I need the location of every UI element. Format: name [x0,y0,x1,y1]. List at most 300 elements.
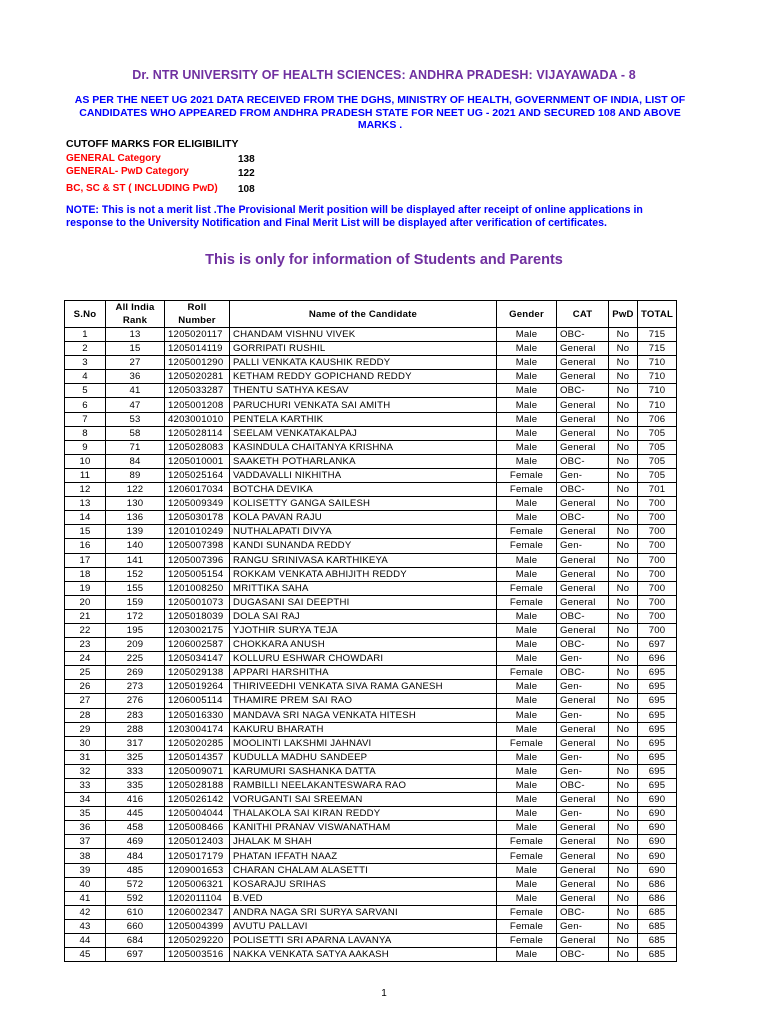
cell-cat: General [557,722,609,736]
cell-roll: 1205014357 [165,750,230,764]
cell-name: RANGU SRINIVASA KARTHIKEYA [230,553,497,567]
cell-pwd: No [609,934,638,948]
table-row [65,440,677,454]
cell-rank: 47 [106,398,165,412]
cell-name: APPARI HARSHITHA [230,666,497,680]
cell-gender: Male [497,553,557,567]
cell-pwd: No [609,807,638,821]
cell-pwd: No [609,525,638,539]
cell-name: THENTU SATHYA KESAV [230,384,497,398]
cell-cat: General [557,356,609,370]
cell-pwd: No [609,595,638,609]
university-title: Dr. NTR UNIVERSITY OF HEALTH SCIENCES: ANDHRA PRADESH: VIJAYAWADA - 8 [132,68,636,82]
cutoff-label-general: GENERAL Category [66,153,161,164]
header-pwd: PwD [609,301,638,328]
cell-cat: Gen- [557,652,609,666]
cell-name: KANDI SUNANDA REDDY [230,539,497,553]
cell-gender: Female [497,736,557,750]
table-row [65,750,677,764]
cell-cat: General [557,863,609,877]
cell-sno: 18 [65,567,106,581]
cell-name: SAAKETH POTHARLANKA [230,454,497,468]
table-row [65,736,677,750]
cell-total: 685 [638,934,677,948]
cell-gender: Male [497,793,557,807]
cell-gender: Male [497,680,557,694]
cell-total: 686 [638,891,677,905]
cell-gender: Male [497,342,557,356]
note-text: NOTE: This is not a merit list .The Provisional Merit position will be displayed after receipt of online applications in response to the University Notification and Final Merit List will be displayed after verification of certificates. [66,204,643,229]
table-row [65,356,677,370]
cell-pwd: No [609,919,638,933]
cell-cat: Gen- [557,680,609,694]
cell-rank: 416 [106,793,165,807]
cell-name: KASINDULA CHAITANYA KRISHNA [230,440,497,454]
cell-rank: 458 [106,821,165,835]
cell-rank: 484 [106,849,165,863]
cell-gender: Male [497,722,557,736]
table-row [65,497,677,511]
cell-sno: 45 [65,948,106,962]
cell-sno: 28 [65,708,106,722]
cell-cat: General [557,398,609,412]
cell-total: 710 [638,370,677,384]
cell-gender: Male [497,454,557,468]
cell-rank: 225 [106,652,165,666]
table-row [65,849,677,863]
cell-roll: 1205028188 [165,779,230,793]
cell-gender: Male [497,440,557,454]
cell-gender: Female [497,581,557,595]
cell-cat: Gen- [557,708,609,722]
cell-rank: 273 [106,680,165,694]
cell-total: 690 [638,863,677,877]
cell-total: 705 [638,426,677,440]
table-row [65,567,677,581]
cell-roll: 1205018039 [165,609,230,623]
cell-gender: Female [497,934,557,948]
cell-total: 685 [638,948,677,962]
cell-sno: 44 [65,934,106,948]
cell-rank: 283 [106,708,165,722]
cell-roll: 1205007398 [165,539,230,553]
cell-sno: 26 [65,680,106,694]
cell-total: 695 [638,680,677,694]
cell-name: THAMIRE PREM SAI RAO [230,694,497,708]
intro-text: AS PER THE NEET UG 2021 DATA RECEIVED FROM THE DGHS, MINISTRY OF HEALTH, GOVERNMENT OF INDIA, LIST OF CANDIDATES WHO APPEARED FROM ANDHRA PRADESH STATE FOR NEET UG - 2021 AND SECURED 108 AND ABOVE MARKS . [74,94,686,131]
cell-gender: Male [497,948,557,962]
table-row [65,553,677,567]
cell-rank: 27 [106,356,165,370]
cell-sno: 22 [65,623,106,637]
table-row [65,328,677,342]
table-row [65,384,677,398]
cell-gender: Male [497,567,557,581]
cell-rank: 159 [106,595,165,609]
info-heading: This is only for information of Students and Parents [205,252,563,268]
cell-sno: 11 [65,468,106,482]
cell-name: POLISETTI SRI APARNA LAVANYA [230,934,497,948]
cell-gender: Male [497,356,557,370]
cell-rank: 36 [106,370,165,384]
cell-roll: 1205020117 [165,328,230,342]
cell-cat: OBC- [557,328,609,342]
cell-name: PARUCHURI VENKATA SAI AMITH [230,398,497,412]
table-row [65,891,677,905]
cell-rank: 84 [106,454,165,468]
table-row [65,652,677,666]
cell-cat: Gen- [557,539,609,553]
cell-rank: 325 [106,750,165,764]
cell-pwd: No [609,342,638,356]
cell-gender: Male [497,398,557,412]
cell-roll: 1205005154 [165,567,230,581]
cell-sno: 19 [65,581,106,595]
cell-roll: 1201010249 [165,525,230,539]
cell-roll: 1205004044 [165,807,230,821]
table-header-row [65,301,677,328]
cell-cat: OBC- [557,511,609,525]
cell-roll: 1205004399 [165,919,230,933]
header-total: TOTAL [638,301,677,328]
cell-total: 696 [638,652,677,666]
cell-pwd: No [609,948,638,962]
cell-sno: 8 [65,426,106,440]
cell-cat: General [557,440,609,454]
cell-pwd: No [609,694,638,708]
cell-cat: General [557,525,609,539]
merit-table [64,300,677,962]
cell-gender: Female [497,539,557,553]
cell-pwd: No [609,356,638,370]
cell-total: 690 [638,821,677,835]
cell-pwd: No [609,511,638,525]
cell-name: DUGASANI SAI DEEPTHI [230,595,497,609]
cell-gender: Female [497,666,557,680]
cell-pwd: No [609,581,638,595]
cell-rank: 71 [106,440,165,454]
table-row [65,807,677,821]
cell-gender: Male [497,807,557,821]
cell-total: 700 [638,581,677,595]
table-row [65,539,677,553]
cell-sno: 25 [65,666,106,680]
cell-gender: Male [497,877,557,891]
cell-cat: General [557,821,609,835]
cell-sno: 24 [65,652,106,666]
cell-rank: 130 [106,497,165,511]
cell-total: 697 [638,638,677,652]
cell-total: 700 [638,497,677,511]
cutoff-heading: CUTOFF MARKS FOR ELIGIBILITY [66,138,239,150]
table-row [65,525,677,539]
cell-name: BOTCHA DEVIKA [230,483,497,497]
cell-name: CHANDAM VISHNU VIVEK [230,328,497,342]
cell-gender: Male [497,623,557,637]
cell-sno: 15 [65,525,106,539]
cutoff-value-general: 138 [238,154,255,165]
cell-rank: 58 [106,426,165,440]
cell-cat: General [557,497,609,511]
cell-pwd: No [609,412,638,426]
cell-total: 715 [638,342,677,356]
cell-gender: Female [497,525,557,539]
cell-roll: 1205029138 [165,666,230,680]
cell-gender: Male [497,764,557,778]
cell-cat: OBC- [557,666,609,680]
cell-pwd: No [609,750,638,764]
cell-pwd: No [609,370,638,384]
cell-gender: Female [497,595,557,609]
cell-roll: 1205028083 [165,440,230,454]
cell-rank: 592 [106,891,165,905]
cutoff-label-general-pwd: GENERAL- PwD Category [66,166,189,177]
cell-sno: 10 [65,454,106,468]
cell-rank: 269 [106,666,165,680]
cell-total: 700 [638,595,677,609]
cell-pwd: No [609,764,638,778]
cell-cat: General [557,412,609,426]
table-row [65,609,677,623]
cell-sno: 41 [65,891,106,905]
cell-cat: OBC- [557,948,609,962]
cell-rank: 172 [106,609,165,623]
cell-pwd: No [609,426,638,440]
cell-cat: General [557,426,609,440]
cell-name: YJOTHIR SURYA TEJA [230,623,497,637]
cell-cat: Gen- [557,764,609,778]
cell-total: 685 [638,919,677,933]
table-row [65,468,677,482]
cell-cat: General [557,370,609,384]
cell-name: VORUGANTI SAI SREEMAN [230,793,497,807]
cell-cat: General [557,623,609,637]
cell-sno: 27 [65,694,106,708]
table-row [65,877,677,891]
cell-rank: 276 [106,694,165,708]
cell-name: MOOLINTI LAKSHMI JAHNAVI [230,736,497,750]
cell-rank: 333 [106,764,165,778]
cell-name: KOSARAJU SRIHAS [230,877,497,891]
cell-pwd: No [609,821,638,835]
cell-roll: 1205007396 [165,553,230,567]
cell-gender: Male [497,863,557,877]
cell-total: 705 [638,454,677,468]
cell-sno: 6 [65,398,106,412]
cell-gender: Male [497,708,557,722]
cell-name: DOLA SAI RAJ [230,609,497,623]
cell-total: 700 [638,567,677,581]
header-name: Name of the Candidate [230,301,497,328]
cell-name: KUDULLA MADHU SANDEEP [230,750,497,764]
cell-pwd: No [609,468,638,482]
cell-gender: Male [497,750,557,764]
cell-total: 695 [638,736,677,750]
cell-total: 700 [638,609,677,623]
cell-sno: 39 [65,863,106,877]
cell-roll: 1205014119 [165,342,230,356]
cell-name: CHOKKARA ANUSH [230,638,497,652]
cell-gender: Male [497,891,557,905]
cell-total: 710 [638,356,677,370]
cell-pwd: No [609,793,638,807]
cell-pwd: No [609,398,638,412]
cell-roll: 4203001010 [165,412,230,426]
cell-roll: 1205001073 [165,595,230,609]
cell-gender: Male [497,609,557,623]
cell-roll: 1209001653 [165,863,230,877]
cell-sno: 5 [65,384,106,398]
cell-rank: 155 [106,581,165,595]
table-row [65,623,677,637]
cell-sno: 34 [65,793,106,807]
cell-sno: 13 [65,497,106,511]
cell-pwd: No [609,708,638,722]
cell-gender: Male [497,511,557,525]
cell-roll: 1205010001 [165,454,230,468]
cell-pwd: No [609,384,638,398]
cell-gender: Female [497,849,557,863]
cell-rank: 13 [106,328,165,342]
cell-sno: 37 [65,835,106,849]
table-row [65,821,677,835]
cell-pwd: No [609,553,638,567]
cell-total: 695 [638,694,677,708]
cell-name: PHATAN IFFATH NAAZ [230,849,497,863]
cell-pwd: No [609,722,638,736]
cell-total: 705 [638,468,677,482]
cell-pwd: No [609,623,638,637]
cell-cat: OBC- [557,779,609,793]
cell-rank: 209 [106,638,165,652]
cell-pwd: No [609,849,638,863]
cell-roll: 1205029220 [165,934,230,948]
cell-sno: 2 [65,342,106,356]
table-row [65,779,677,793]
cell-name: NAKKA VENKATA SATYA AAKASH [230,948,497,962]
cell-sno: 20 [65,595,106,609]
cell-rank: 41 [106,384,165,398]
cell-roll: 1203004174 [165,722,230,736]
cell-total: 700 [638,511,677,525]
header-roll-line1: Roll [187,302,207,313]
cell-roll: 1206002587 [165,638,230,652]
cell-rank: 140 [106,539,165,553]
cell-sno: 9 [65,440,106,454]
table-row [65,919,677,933]
cell-total: 690 [638,793,677,807]
cell-total: 695 [638,722,677,736]
cell-pwd: No [609,779,638,793]
table-row [65,863,677,877]
cell-roll: 1205016330 [165,708,230,722]
cell-name: VADDAVALLI NIKHITHA [230,468,497,482]
cell-roll: 1205001208 [165,398,230,412]
cell-total: 710 [638,384,677,398]
cell-rank: 288 [106,722,165,736]
cell-sno: 3 [65,356,106,370]
cell-rank: 152 [106,567,165,581]
cell-total: 700 [638,539,677,553]
cell-cat: Gen- [557,807,609,821]
table-row [65,694,677,708]
cell-roll: 1202011104 [165,891,230,905]
cell-sno: 38 [65,849,106,863]
table-row [65,398,677,412]
cell-cat: OBC- [557,609,609,623]
cell-name: KOLISETTY GANGA SAILESH [230,497,497,511]
cell-name: THIRIVEEDHI VENKATA SIVA RAMA GANESH [230,680,497,694]
cutoff-value-general-pwd: 122 [238,168,255,179]
cell-pwd: No [609,483,638,497]
cell-total: 710 [638,398,677,412]
cell-sno: 12 [65,483,106,497]
cell-cat: OBC- [557,638,609,652]
cell-name: PALLI VENKATA KAUSHIK REDDY [230,356,497,370]
cell-rank: 445 [106,807,165,821]
cell-cat: General [557,581,609,595]
header-sno: S.No [65,301,106,328]
cell-cat: OBC- [557,454,609,468]
cell-cat: General [557,342,609,356]
header-rank-line2: Rank [122,315,148,326]
cell-cat: General [557,567,609,581]
cell-gender: Male [497,652,557,666]
cell-total: 705 [638,440,677,454]
cell-pwd: No [609,609,638,623]
cell-roll: 1205017179 [165,849,230,863]
cell-gender: Female [497,468,557,482]
cell-cat: OBC- [557,384,609,398]
cell-name: JHALAK M SHAH [230,835,497,849]
cell-name: KANITHI PRANAV VISWANATHAM [230,821,497,835]
cell-total: 701 [638,483,677,497]
cell-cat: General [557,934,609,948]
cell-cat: Gen- [557,468,609,482]
table-body [65,328,677,962]
cell-cat: General [557,736,609,750]
cell-cat: General [557,553,609,567]
cell-rank: 610 [106,905,165,919]
cell-total: 695 [638,750,677,764]
cell-cat: Gen- [557,919,609,933]
table-row [65,454,677,468]
cell-roll: 1203002175 [165,623,230,637]
table-row [65,835,677,849]
cell-pwd: No [609,905,638,919]
cell-rank: 15 [106,342,165,356]
cell-name: MRITTIKA SAHA [230,581,497,595]
cell-sno: 35 [65,807,106,821]
cell-rank: 697 [106,948,165,962]
cell-total: 690 [638,807,677,821]
cell-pwd: No [609,835,638,849]
table-row [65,483,677,497]
cell-name: KAKURU BHARATH [230,722,497,736]
cell-total: 695 [638,708,677,722]
cell-name: MANDAVA SRI NAGA VENKATA HITESH [230,708,497,722]
page-number: 1 [381,988,387,999]
cell-gender: Male [497,412,557,426]
cell-sno: 16 [65,539,106,553]
cell-name: KOLLURU ESHWAR CHOWDARI [230,652,497,666]
cell-name: CHARAN CHALAM ALASETTI [230,863,497,877]
cutoff-value-reserved: 108 [238,184,255,195]
cell-roll: 1205001290 [165,356,230,370]
header-gender: Gender [497,301,557,328]
cell-sno: 7 [65,412,106,426]
cell-rank: 136 [106,511,165,525]
